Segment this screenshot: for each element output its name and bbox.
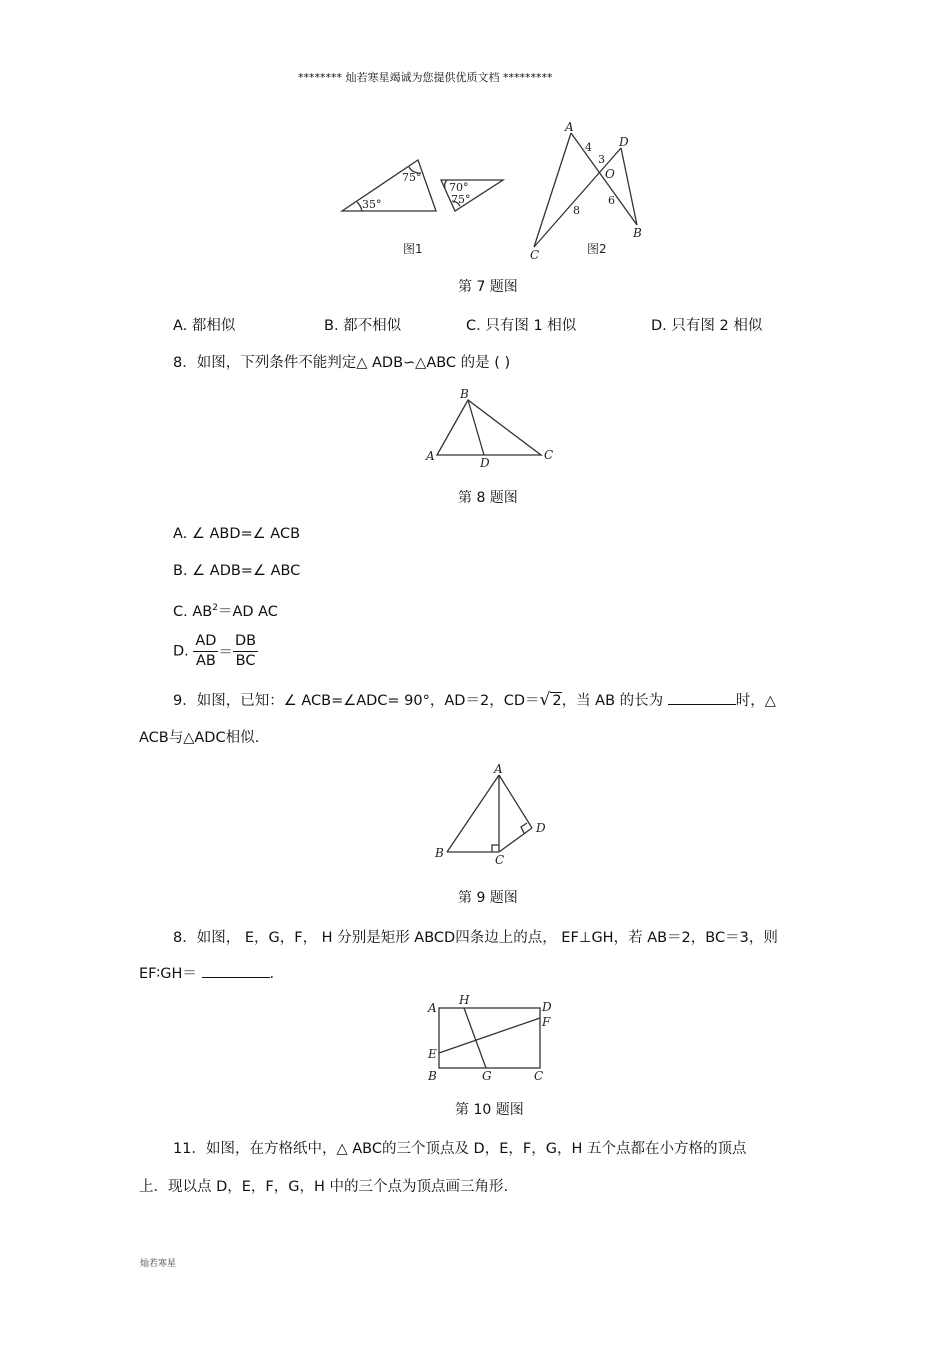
q10-line-1: 8．如图， E，G，F， H 分别是矩形 ABCD四条边上的点， EF⊥GH，若 AB＝2，BC＝3，则 — [173, 930, 778, 946]
q9-answer-blank[interactable] — [668, 690, 736, 705]
point-A-label: A — [565, 120, 574, 134]
fig10-point-F-label: F — [542, 1015, 551, 1029]
fig8-point-D-label: D — [480, 456, 490, 470]
length-6-label: 6 — [608, 194, 615, 207]
point-O-label: O — [605, 167, 615, 181]
angle-70-label: 70° — [449, 181, 469, 194]
q8-option-c — [173, 600, 278, 621]
fig9-point-B-label: B — [435, 846, 444, 860]
point-C-label: C — [530, 248, 540, 262]
fig10-point-H-label: H — [459, 993, 470, 1007]
fig8-point-C-label: C — [544, 448, 554, 462]
q8-option-c-sup: 2 — [212, 603, 218, 614]
figure-8 — [437, 400, 541, 455]
figure-9 — [447, 775, 532, 852]
q10-line-2-end: . — [269, 966, 275, 982]
angle-35-label: 35° — [362, 198, 382, 211]
angle-75-label: 75° — [402, 171, 422, 184]
fig10-point-B-label: B — [428, 1069, 437, 1083]
fig9-point-C-label: C — [495, 853, 505, 867]
fig8-point-A-label: A — [426, 449, 435, 463]
q7-option-d: D. 只有图 2 相似 — [651, 318, 763, 334]
fraction-2-numerator: DB — [233, 632, 258, 652]
fraction-2-denominator: BC — [235, 653, 256, 669]
figure-7-caption: 第 7 题图 — [458, 279, 518, 295]
fraction-1-numerator: AD — [193, 632, 218, 652]
figure-10 — [439, 1008, 540, 1068]
figure-7-label-1: 图1 — [403, 242, 423, 256]
fig10-point-A-label: A — [428, 1001, 437, 1015]
length-8-label: 8 — [573, 204, 580, 217]
q8-option-d-equals: ＝ — [218, 645, 233, 661]
q8-option-d-fraction-1 — [193, 632, 218, 671]
figure-10-caption: 第 10 题图 — [455, 1102, 524, 1118]
figure-7-triangle-1 — [342, 160, 436, 211]
q7-option-c: C. 只有图 1 相似 — [466, 318, 577, 334]
page-header: ******** 灿若寒星竭诚为您提供优质文档 ********* — [298, 71, 553, 84]
q7-option-a: A. 都相似 — [173, 318, 236, 334]
q10-line-2-pre: EF∶GH＝ — [139, 966, 197, 982]
q10-line-2 — [139, 962, 274, 983]
q9-line-1-post: ，当 AB 的长为 — [561, 693, 664, 709]
q8-option-d-fraction-2 — [233, 632, 258, 671]
q9-line-2: ACB与△ADC相似. — [139, 730, 260, 746]
fig10-point-D-label: D — [542, 1000, 552, 1014]
q9-line-1 — [173, 689, 776, 710]
q8-stem: 8．如图，下列条件不能判定△ ADB∽△ABC 的是 ( ) — [173, 355, 511, 371]
q8-option-b: B. ∠ ADB=∠ ABC — [173, 563, 301, 579]
q8-option-c-pre: C. AB — [173, 604, 213, 620]
q8-option-d — [173, 632, 258, 671]
q8-option-c-post: ＝AD AC — [217, 604, 278, 620]
fig10-point-E-label: E — [428, 1047, 437, 1061]
q7-option-b: B. 都不相似 — [324, 318, 402, 334]
q11-line-1: 11．如图，在方格纸中，△ ABC的三个顶点及 D，E，F，G，H 五个点都在小方格的顶点 — [173, 1141, 747, 1157]
sqrt-symbol: √ — [539, 690, 551, 710]
figure-8-caption: 第 8 题图 — [458, 490, 518, 506]
q9-line-1-pre: 9．如图，已知：∠ ACB=∠ADC= 90°，AD＝2，CD＝ — [173, 693, 540, 709]
q11-line-2: 上．现以点 D，E，F，G，H 中的三个点为顶点画三角形. — [139, 1179, 509, 1195]
point-D-label: D — [619, 135, 629, 149]
fig8-point-B-label: B — [460, 387, 469, 401]
q10-answer-blank[interactable] — [202, 963, 270, 978]
length-4-label: 4 — [585, 141, 592, 154]
fig10-point-G-label: G — [482, 1069, 492, 1083]
fig10-point-C-label: C — [534, 1069, 544, 1083]
fraction-1-denominator: AB — [196, 653, 216, 669]
q9-line-1-end: 时，△ — [735, 693, 776, 709]
length-3-label: 3 — [598, 153, 605, 166]
figure-7-label-2: 图2 — [587, 242, 607, 256]
fig9-point-D-label: D — [536, 821, 546, 835]
sqrt-value: 2 — [552, 693, 562, 709]
page-footer: 灿若寒星 — [140, 1259, 177, 1269]
figure-9-caption: 第 9 题图 — [458, 890, 518, 906]
angle-75-label-2: 75° — [451, 193, 471, 206]
point-B-label: B — [633, 226, 642, 240]
fig9-point-A-label: A — [494, 762, 503, 776]
q8-option-a: A. ∠ ABD=∠ ACB — [173, 526, 301, 542]
q8-option-d-pre: D. — [173, 643, 189, 660]
